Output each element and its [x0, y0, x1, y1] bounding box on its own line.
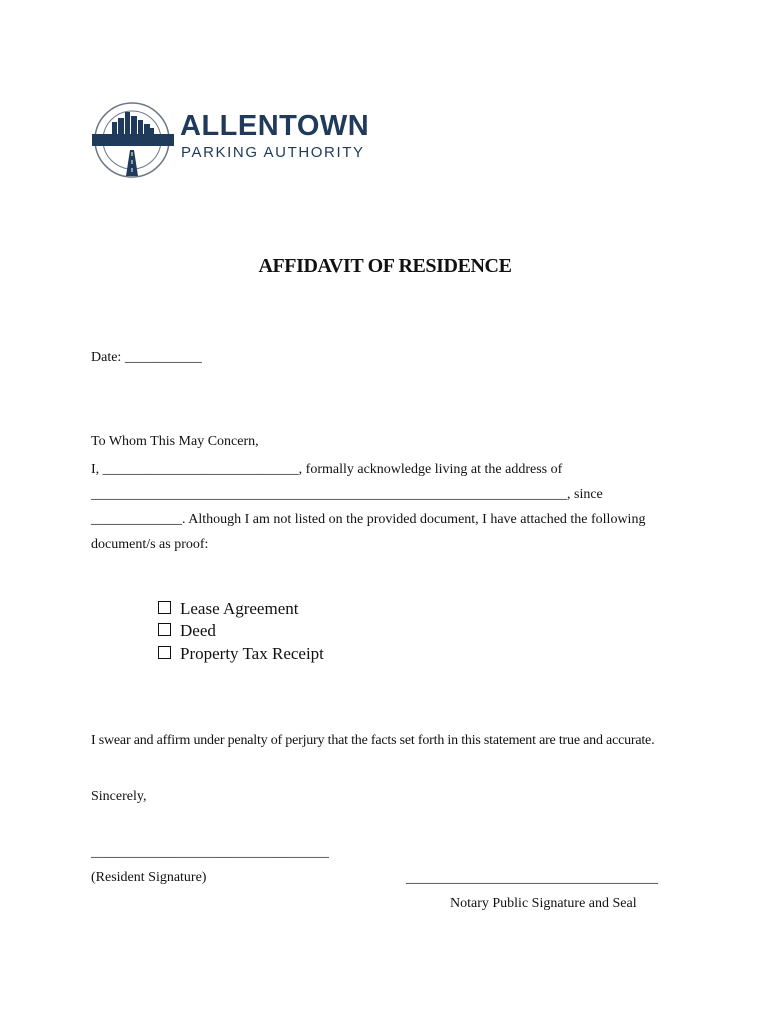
option-label: Deed [180, 621, 216, 640]
statement-line-1: I, ____________________________, formally acknowledge living at the address of [91, 462, 563, 477]
statement-line-3: _____________. Although I am not listed on the provided document, I have attached the following [91, 512, 646, 527]
salutation: To Whom This May Concern, [91, 434, 259, 449]
option-property-tax-receipt[interactable] [158, 644, 324, 664]
resident-signature-line[interactable]: __________________________________ [91, 845, 329, 860]
notary-signature-line[interactable]: ____________________________________ [406, 871, 658, 886]
logo-title: ALLENTOWN [180, 110, 370, 142]
closing: Sincerely, [91, 789, 147, 804]
organization-logo [92, 100, 392, 180]
document-title: AFFIDAVIT OF RESIDENCE [258, 255, 512, 277]
resident-signature-label: (Resident Signature) [91, 870, 207, 885]
date-line: Date: ___________ [91, 350, 202, 365]
logo-subtitle: PARKING AUTHORITY [181, 144, 365, 161]
checkbox-icon[interactable] [158, 646, 171, 659]
option-label: Lease Agreement [180, 599, 299, 618]
option-deed[interactable] [158, 621, 216, 641]
option-label: Property Tax Receipt [180, 644, 324, 663]
checkbox-icon[interactable] [158, 601, 171, 614]
oath-statement: I swear and affirm under penalty of perjury that the facts set forth in this statement are true and accurate. [91, 733, 655, 748]
checkbox-icon[interactable] [158, 623, 171, 636]
notary-signature-label: Notary Public Signature and Seal [450, 896, 637, 911]
seal-emblem [92, 100, 176, 180]
option-lease-agreement[interactable] [158, 599, 298, 619]
statement-line-4: document/s as proof: [91, 537, 209, 552]
statement-line-2: ____________________________________________________________________, since [91, 487, 603, 502]
